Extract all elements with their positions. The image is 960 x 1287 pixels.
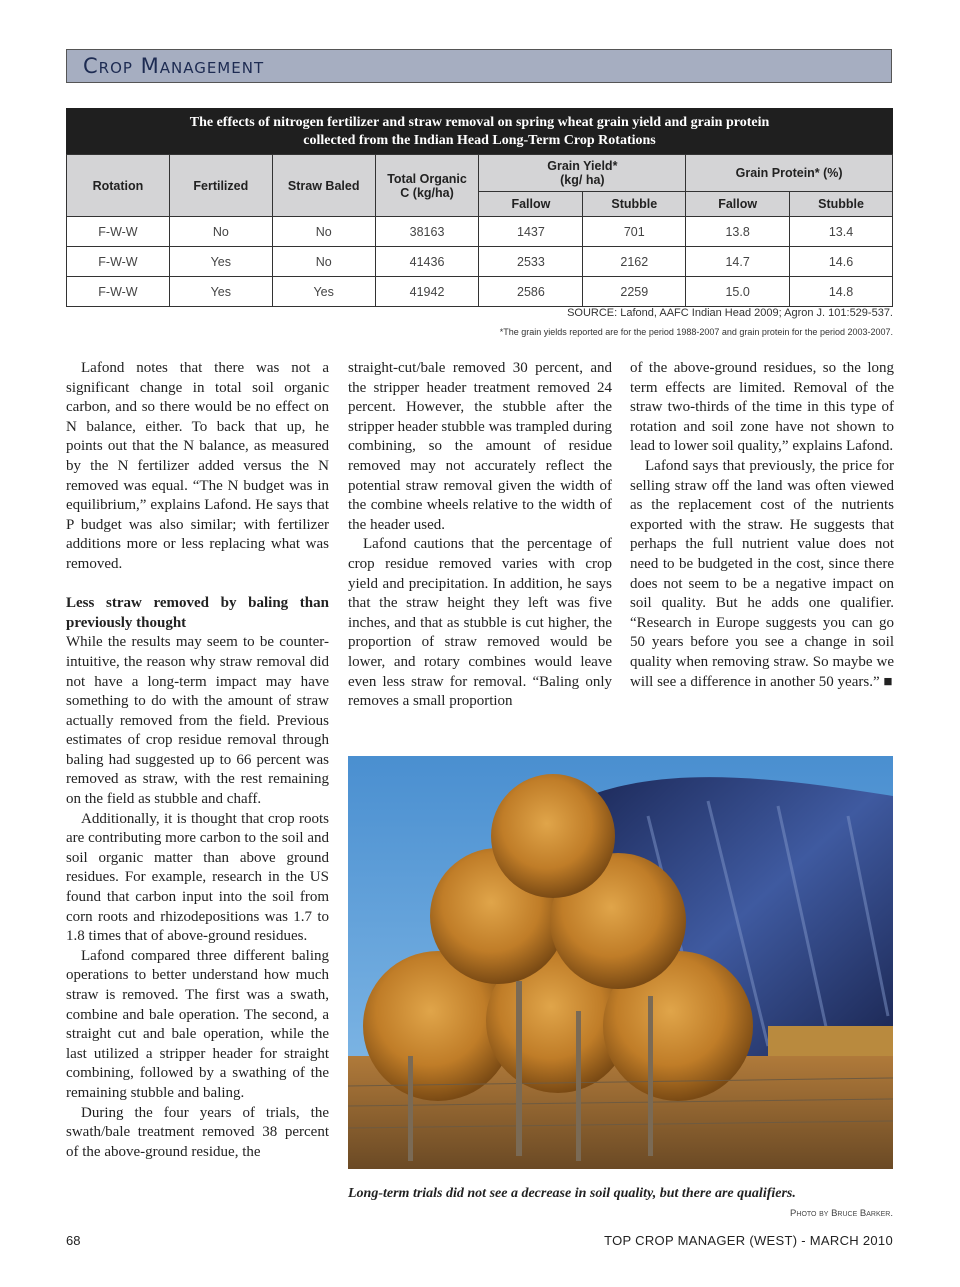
paragraph: Lafond cautions that the percentage of crop residue removed varies with crop yield and precipitation. In addition, he says that the straw height they left was five inches, and that as stubble is cut higher, the proportion of straw removed would be lower, and rotary combines would leave even less straw for removal. “Baling only removes a small proportion bbox=[348, 536, 612, 710]
paragraph-text: Lafond says that previously, the price for selling straw off the land was often viewed as the replacement cost of the nutrients exported with the straw. He suggests that perhaps the full nutrient value does not need to be budgeted in the cost, since there does not seem to be a negative impact on soil quality. But he adds one qualifier. “Research in Europe suggests you can go 50 years before you see a change in soil quality when removing straw. So maybe we will see a difference in another 50 years.” bbox=[630, 457, 894, 690]
photo-credit: Photo by Bruce Barker. bbox=[790, 1208, 893, 1219]
cell-straw-baled: Yes bbox=[272, 277, 375, 307]
table-footnote: *The grain yields reported are for the period 1988-2007 and grain protein for the period 2003-2007. bbox=[499, 327, 893, 337]
cell-rotation: F-W-W bbox=[67, 247, 170, 277]
header-protein-stubble: Stubble bbox=[790, 192, 893, 217]
header-yield-stubble: Stubble bbox=[583, 192, 686, 217]
paragraph: Lafond compared three different baling operations to better understand how much straw is removed. The first was a swath, combine and bale operation. The second, a straight cut and bale operation, while the last utilized a stripper header for straight combining, followed by a swathing of the remaining stubble and baling. bbox=[66, 947, 329, 1101]
cell-rotation: F-W-W bbox=[67, 277, 170, 307]
cell-straw-baled: No bbox=[272, 247, 375, 277]
cell-toc: 41436 bbox=[375, 247, 479, 277]
page-number: 68 bbox=[66, 1233, 81, 1248]
cell-protein-fallow: 14.7 bbox=[686, 247, 790, 277]
paragraph bbox=[630, 457, 894, 692]
cell-rotation: F-W-W bbox=[67, 217, 170, 247]
data-table bbox=[66, 108, 893, 307]
paragraph: Additionally, it is thought that crop roots are contributing more carbon to the soil and soil organic matter than above ground residues. For example, research in the US found that carbon input into the soil from corn roots and rhizodepositions was 1.7 to 1.8 times that of above-ground residues. bbox=[66, 810, 329, 945]
header-total-organic-label: Total Organic bbox=[387, 171, 467, 186]
section-header-bar bbox=[66, 49, 892, 83]
table-row bbox=[67, 217, 893, 247]
paragraph: of the above-ground residues, so the long term effects are limited. Removal of the straw two-thirds of the time in this type of rotation and soil zone have not shown to lead to lower soil quality,” explains Lafond. bbox=[630, 360, 894, 455]
cell-protein-fallow: 13.8 bbox=[686, 217, 790, 247]
paragraph: During the four years of trials, the swath/bale treatment removed 38 percent of the above-ground residue, the bbox=[66, 1104, 329, 1160]
cell-toc: 38163 bbox=[375, 217, 479, 247]
cell-protein-fallow: 15.0 bbox=[686, 277, 790, 307]
cell-yield-fallow: 1437 bbox=[479, 217, 583, 247]
cell-yield-stubble: 2259 bbox=[583, 277, 686, 307]
cell-yield-fallow: 2586 bbox=[479, 277, 583, 307]
table-title bbox=[66, 108, 893, 154]
header-rotation: Rotation bbox=[67, 155, 170, 217]
cell-yield-stubble: 701 bbox=[583, 217, 686, 247]
header-yield-fallow: Fallow bbox=[479, 192, 583, 217]
cell-yield-stubble: 2162 bbox=[583, 247, 686, 277]
header-protein-fallow: Fallow bbox=[686, 192, 790, 217]
subheading: Less straw removed by baling than previously thought bbox=[66, 595, 329, 631]
table-row bbox=[67, 247, 893, 277]
cell-fertilized: Yes bbox=[169, 247, 272, 277]
hay-bales-photo bbox=[348, 756, 893, 1169]
photo-caption: Long-term trials did not see a decrease in soil quality, but there are qualifiers. bbox=[348, 1186, 796, 1201]
header-grain-yield-label: Grain Yield* bbox=[547, 159, 618, 173]
cell-yield-fallow: 2533 bbox=[479, 247, 583, 277]
paragraph: Lafond notes that there was not a significant change in total soil organic carbon, and so there would be no effect on N balance, either. To back that up, he points out that the N balance, as measured by the N fertilizer added versus the N removed was equal. “The N budget was in equilibrium,” explains Lafond. He says that P budget was also similar; with fertilizer additions more or less replacing what was removed. bbox=[66, 360, 329, 572]
header-grain-yield-unit: (kg/ ha) bbox=[560, 173, 605, 187]
running-footer: TOP CROP MANAGER (WEST) - MARCH 2010 bbox=[604, 1233, 893, 1248]
section-title: Crop Management bbox=[83, 54, 265, 78]
article-column-3 bbox=[630, 359, 894, 692]
end-mark-icon: ■ bbox=[883, 673, 893, 690]
header-total-organic-c bbox=[375, 155, 479, 217]
table-title-line-2: collected from the Indian Head Long-Term Crop Rotations bbox=[303, 133, 656, 148]
header-fertilized: Fertilized bbox=[169, 155, 272, 217]
article-column-1 bbox=[66, 359, 329, 1162]
header-straw-baled: Straw Baled bbox=[272, 155, 375, 217]
cell-fertilized: Yes bbox=[169, 277, 272, 307]
table-title-line-1: The effects of nitrogen fertilizer and straw removal on spring wheat grain yield and grain protein bbox=[189, 115, 770, 130]
cell-protein-stubble: 14.8 bbox=[790, 277, 893, 307]
cell-toc: 41942 bbox=[375, 277, 479, 307]
cell-protein-stubble: 13.4 bbox=[790, 217, 893, 247]
cell-straw-baled: No bbox=[272, 217, 375, 247]
table-row bbox=[67, 277, 893, 307]
header-grain-protein: Grain Protein* (%) bbox=[686, 155, 893, 192]
cell-protein-stubble: 14.6 bbox=[790, 247, 893, 277]
paragraph: While the results may seem to be counter-intuitive, the reason why straw removal did not have a long-term impact may have something to do with the amount of straw actually removed from the field. Previous estimates of crop residue removal through baling had suggested up to 66 percent was removed as straw, with the rest remaining on the field as stubble and chaff. bbox=[66, 634, 329, 808]
paragraph: straight-cut/bale removed 30 percent, and the stripper header treatment removed 24 percent. However, the stubble after the stripper header stubble was trampled during combining, so the amount of residue removed may not accurately reflect the potential straw removal given the width of the combine wheels relative to the width of the header used. bbox=[348, 360, 612, 533]
header-grain-yield bbox=[479, 155, 686, 192]
cell-fertilized: No bbox=[169, 217, 272, 247]
article-column-2 bbox=[348, 359, 612, 712]
table-source: SOURCE: Lafond, AAFC Indian Head 2009; Agron J. 101:529-537. bbox=[567, 307, 893, 319]
header-total-organic-unit: C (kg/ha) bbox=[400, 185, 454, 200]
